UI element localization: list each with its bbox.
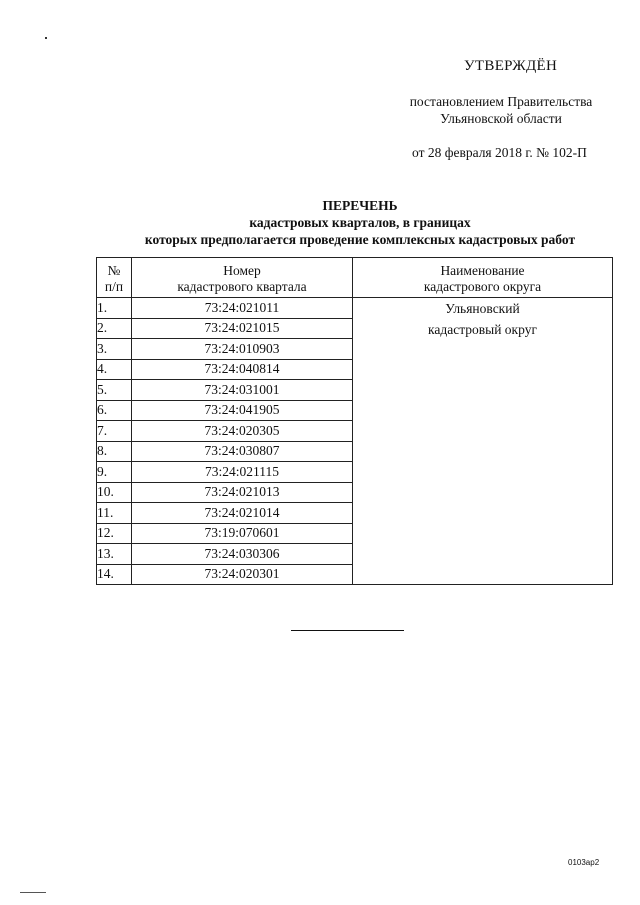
district-name-line-1: Ульяновский xyxy=(445,301,520,316)
district-name-cell xyxy=(353,298,613,585)
resolution-line-2: Ульяновской области xyxy=(440,111,562,126)
title-line-1: ПЕРЕЧЕНЬ xyxy=(322,198,398,213)
header-number-line-2: п/п xyxy=(104,278,124,294)
header-district-line-2: кадастрового округа xyxy=(423,278,542,294)
scan-edge-mark xyxy=(20,892,46,893)
document-title xyxy=(60,197,640,248)
header-cadastral-line-1: Номер xyxy=(223,262,261,278)
approved-stamp-heading: УТВЕРЖДЁН xyxy=(464,58,558,74)
cadastral-number: 73:24:021015 xyxy=(132,318,353,339)
cadastral-number: 73:24:021013 xyxy=(132,482,353,503)
cadastral-number: 73:24:021115 xyxy=(132,462,353,483)
cadastral-number: 73:19:070601 xyxy=(132,523,353,544)
row-number: 13. xyxy=(97,544,132,565)
header-cell-number xyxy=(97,258,132,298)
cadastral-number: 73:24:041905 xyxy=(132,400,353,421)
footer-code: 0103ap2 xyxy=(568,858,600,867)
cadastral-number: 73:24:020305 xyxy=(132,421,353,442)
table-header-row xyxy=(97,258,613,298)
row-number: 11. xyxy=(97,503,132,524)
row-number: 14. xyxy=(97,564,132,585)
title-line-2: кадастровых кварталов, в границах xyxy=(249,215,471,230)
row-number: 4. xyxy=(97,359,132,380)
district-name-line-2: кадастровый округ xyxy=(428,322,537,337)
row-number: 7. xyxy=(97,421,132,442)
cadastral-number: 73:24:021011 xyxy=(132,298,353,319)
cadastral-number: 73:24:030306 xyxy=(132,544,353,565)
cadastral-number: 73:24:021014 xyxy=(132,503,353,524)
resolution-reference xyxy=(388,93,614,127)
row-number: 12. xyxy=(97,523,132,544)
header-number-line-1: № xyxy=(107,262,121,278)
row-number: 10. xyxy=(97,482,132,503)
header-district-line-1: Наименование xyxy=(440,262,525,278)
cadastral-number: 73:24:030807 xyxy=(132,441,353,462)
header-cell-district xyxy=(353,258,613,298)
cadastral-quarters-table xyxy=(96,257,613,585)
row-number: 5. xyxy=(97,380,132,401)
cadastral-number: 73:24:040814 xyxy=(132,359,353,380)
scan-speck xyxy=(45,37,47,39)
cadastral-number: 73:24:031001 xyxy=(132,380,353,401)
row-number: 6. xyxy=(97,400,132,421)
row-number: 2. xyxy=(97,318,132,339)
row-number: 3. xyxy=(97,339,132,360)
resolution-date-number: от 28 февраля 2018 г. № 102-П xyxy=(412,145,587,160)
resolution-line-1: постановлением Правительства xyxy=(409,94,593,109)
cadastral-number: 73:24:010903 xyxy=(132,339,353,360)
closing-divider xyxy=(291,630,404,631)
header-cell-cadastral xyxy=(132,258,353,298)
header-cadastral-line-2: кадастрового квартала xyxy=(177,278,307,294)
cadastral-number: 73:24:020301 xyxy=(132,564,353,585)
table-row xyxy=(97,298,613,319)
row-number: 9. xyxy=(97,462,132,483)
row-number: 8. xyxy=(97,441,132,462)
row-number: 1. xyxy=(97,298,132,319)
title-line-3: которых предполагается проведение комплексных кадастровых работ xyxy=(144,232,576,247)
